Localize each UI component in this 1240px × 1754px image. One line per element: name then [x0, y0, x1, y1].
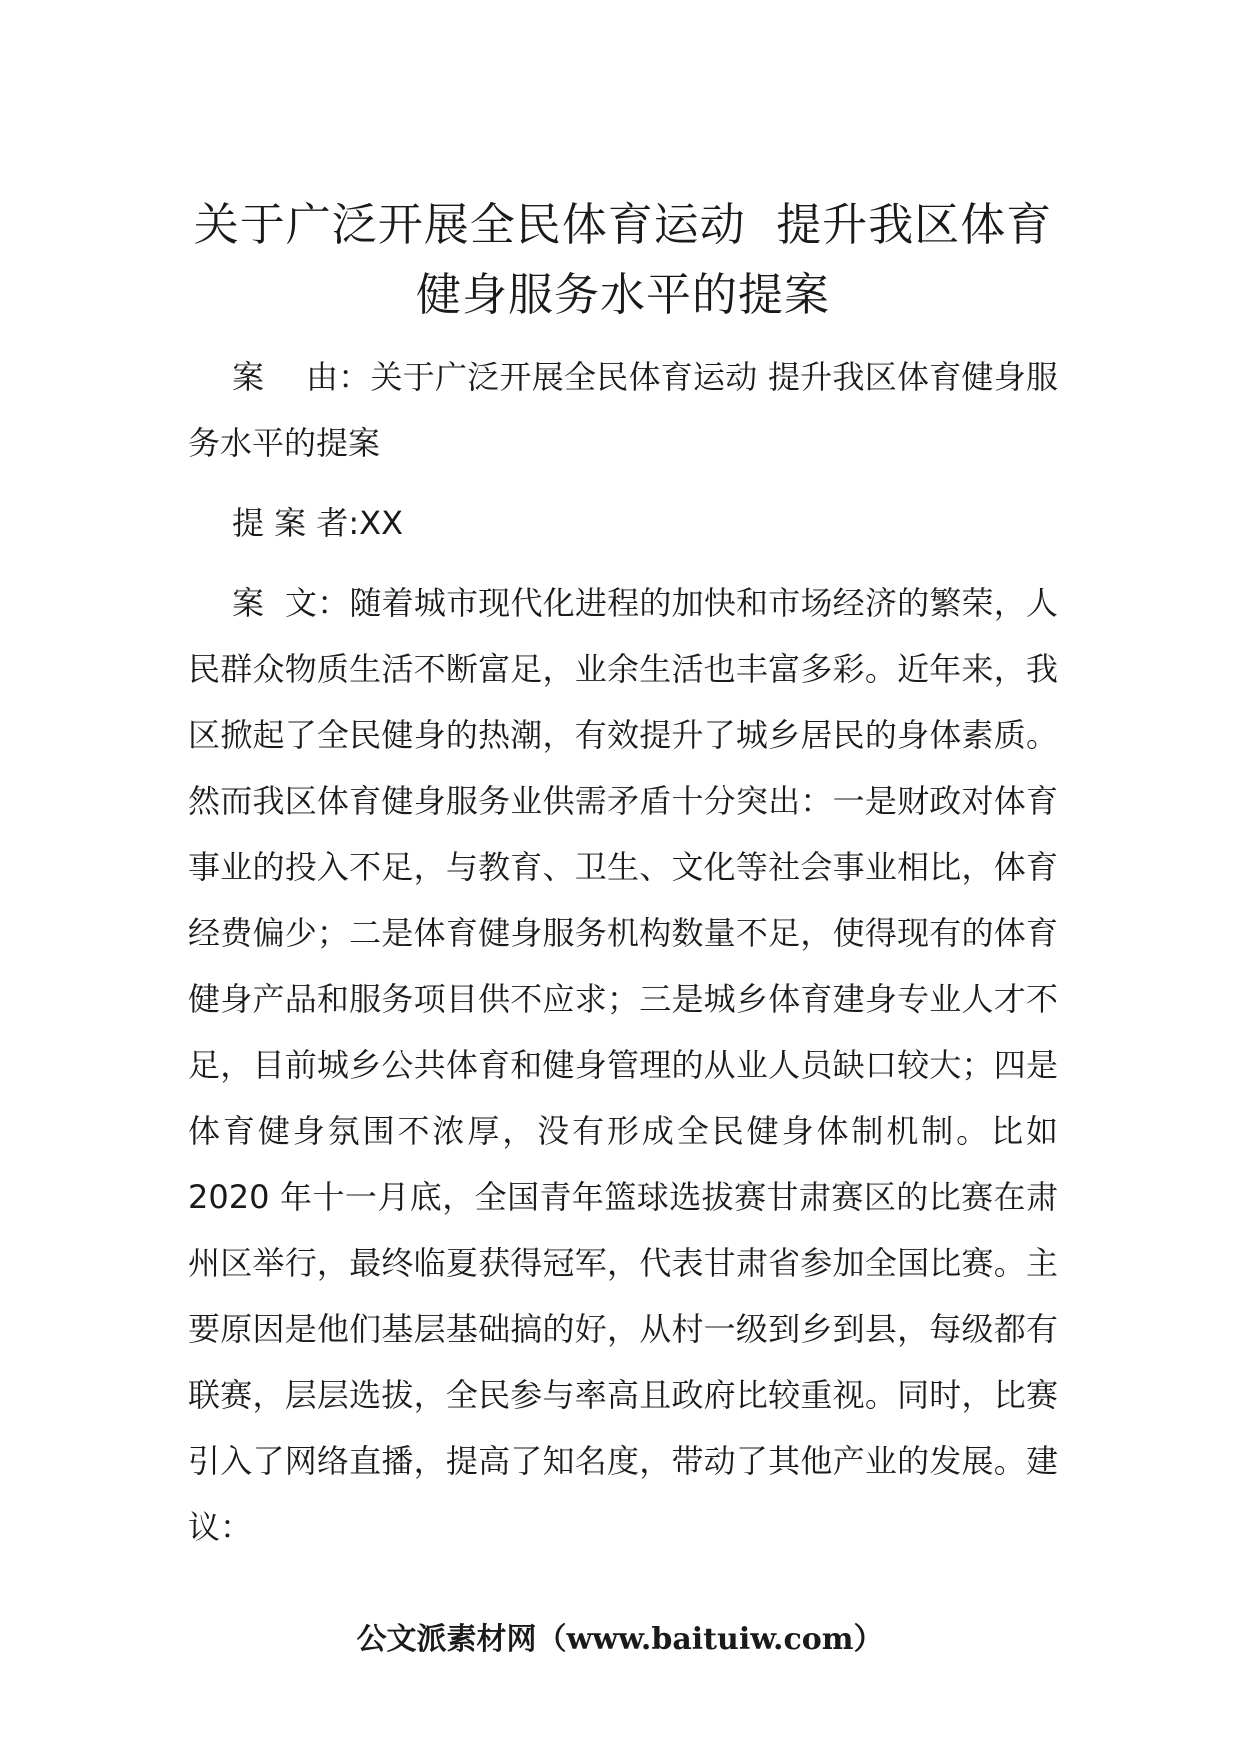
title-line-2: 健身服务水平的提案: [415, 268, 830, 321]
content-text: 随着城市现代化进程的加快和市场经济的繁荣，人民群众物质生活不断富足，业余生活也丰富多彩。近年来，我区掀起了全民健身的热潮，有效提升了城乡居民的身体素质。然而我区体育健身服务业供需矛盾十分突出：一是财政对体育事业的投入不足，与教育、卫生、文化等社会事业相比，体育经费偏少；二是体育健身服务机构数量不足，使得现有的体育健身产品和服务项目供不应求；三是城乡体育建身专业人才不足，目前城乡公共体育和健身管理的从业人员缺口较大；四是体育健身氛围不浓厚，没有形成全民健身体制机制。比如 2020 年十一月底，全国青年篮球选拔赛甘肃赛区的比赛在肃州区举行，最终临夏获得冠军，代表甘肃省参加全国比赛。主要原因是他们基层基础搞的好，从村一级到乡到县，每级都有联赛，层层选拔，全民参与率高且政府比较重视。同时，比赛引入了网络直播，提高了知名度，带动了其他产业的发展。建议：: [188, 584, 1058, 1546]
reason-text: 关于广泛开展全民体育运动 提升我区体育健身服务水平的提案: [188, 358, 1058, 462]
proposer-label: 提 案 者:: [232, 504, 360, 542]
document-title: [188, 190, 1058, 330]
reason-field: [188, 344, 1058, 476]
reason-label: 案 由：: [232, 358, 371, 396]
proposer-value: XX: [359, 504, 403, 542]
content-label: 案 文：: [232, 584, 350, 622]
proposer-field: [188, 490, 1058, 556]
document-page: [188, 190, 1058, 1560]
content-field: [188, 570, 1058, 1560]
footer-source: 公文派素材网（www.baituiw.com）: [356, 1622, 884, 1657]
title-line-1: 关于广泛开展全民体育运动 提升我区体育: [193, 198, 1053, 251]
